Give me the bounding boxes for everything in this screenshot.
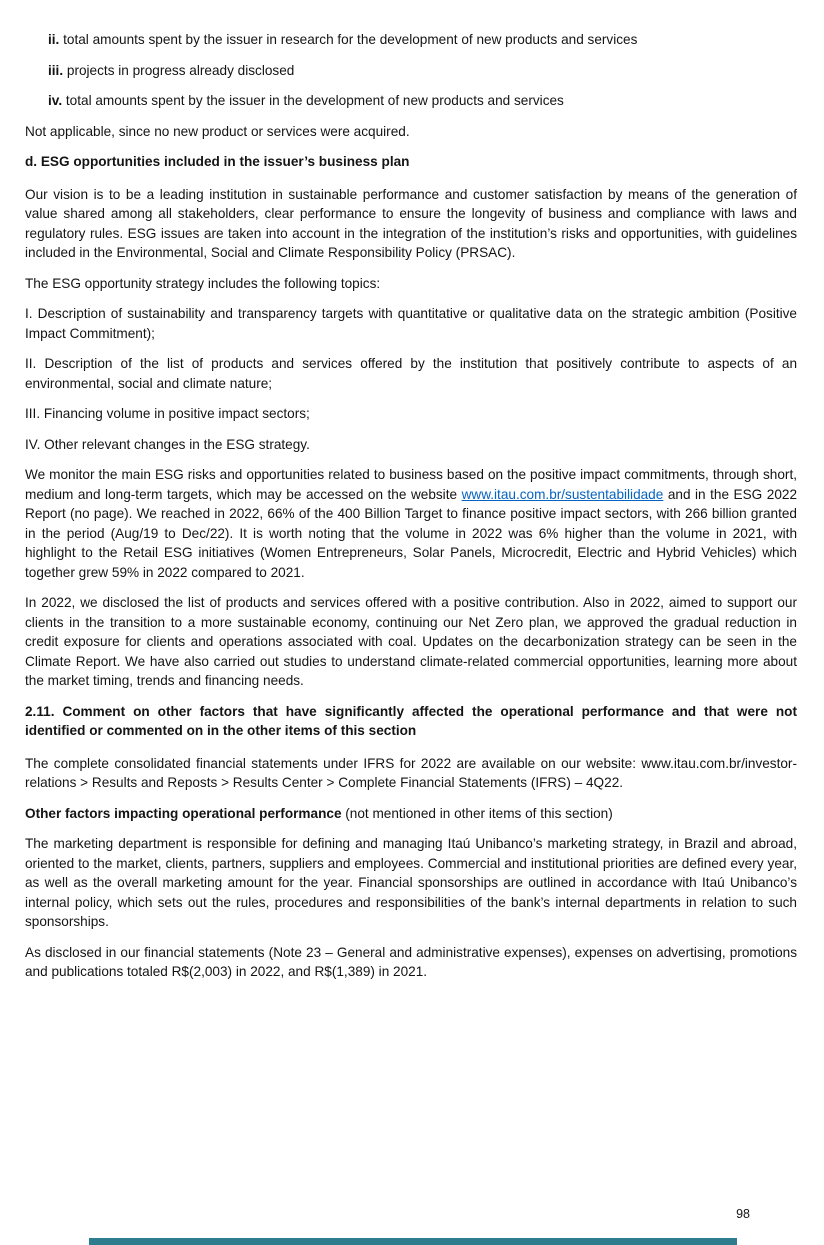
list-item-text: total amounts spent by the issuer in research for the development of new products and services <box>63 32 638 47</box>
paragraph-monitor-after: and in the ESG 2022 Report (no page). We reached in 2022, 66% of the 400 Billion Target to finance positive impact sectors, with 266 billion granted in the period (Aug/19 to Dec/22). It is worth noting that the volume in 2022 was 6% higher than the volume in 2021, with highlight to the Retail ESG initiatives (Women Entrepreneurs, Solar Panels, Microcredit, Electric and Hybrid Vehicles) which together grew 59% in 2022 compared to 2021. <box>25 486 797 580</box>
sustentabilidade-link[interactable]: www.itau.com.br/sustentabilidade <box>461 486 664 502</box>
paragraph-other-factors-title <box>25 804 797 824</box>
not-applicable-text: Not applicable, since no new product or services were acquired. <box>25 123 410 139</box>
topic-item-3: III. Financing volume in positive impact sectors; <box>25 406 310 421</box>
list-item-text: total amounts spent by the issuer in the development of new products and services <box>65 93 564 108</box>
list-item-text: projects in progress already disclosed <box>66 62 295 78</box>
paragraph-2022-disclosure: In 2022, we disclosed the list of products and services offered with a positive contribution. Also in 2022, aimed to support our clients in the transition to a more sustainable economy, continuing our Net Zero plan, we approved the gradual reduction in credit exposure for clients and operations associated with coal. Updates on the decarbonization strategy can be seen in the Climate Report. We have also carried out studies to understand climate-related commercial opportunities, learning more about the market timing, trends and financing needs. <box>25 595 797 688</box>
paragraph-vision: Our vision is to be a leading institution in sustainable performance and customer satisfaction by means of the generation of value shared among all stakeholders, clear performance to ensure the longevity of business and compliance with laws and regulatory rules. ESG issues are taken into account in the integration of the institution’s risks and opportunities, with guidelines included in the Environmental, Social and Climate Responsibility Policy (PRSAC). <box>25 186 797 260</box>
list-marker: iv. <box>48 93 63 108</box>
list-item-ii <box>48 30 797 50</box>
list-item-iii <box>48 61 797 81</box>
paragraph-marketing: The marketing department is responsible for defining and managing Itaú Unibanco’s marketing strategy, in Brazil and abroad, oriented to the market, clients, partners, suppliers and employees. Commercial and institutional priorities are defined every year, as well as the overall marketing amount for the year. Financial sponsorships are outlined in accordance with Itaú Unibanco’s internal policy, which sets out the rules, procedures and responsibilities of the bank’s internal departments in relation to such sponsorships. <box>25 836 797 929</box>
other-factors-rest: (not mentioned in other items of this section) <box>341 805 613 821</box>
paragraph-ifrs-statements: The complete consolidated financial statements under IFRS for 2022 are available on our website: www.itau.com.br/investor-relations > Results and Reposts > Results Center > Complete Financial Statements (IFRS) – 4Q22. <box>25 755 797 790</box>
paragraph-esg-intro: The ESG opportunity strategy includes the following topics: <box>25 275 381 291</box>
paragraph-monitor-before: We monitor the main ESG risks and opportunities related to business based on the positive impact commitments, through short, medium and long-term targets, which may be accessed on the website <box>25 467 797 502</box>
list-marker: ii. <box>48 32 60 47</box>
page-number: 98 <box>736 1207 750 1221</box>
other-factors-bold: Other factors impacting operational performance <box>25 805 342 821</box>
heading-esg-opportunities: d. ESG opportunities included in the issuer’s business plan <box>25 154 410 169</box>
topic-item-1: I. Description of sustainability and transparency targets with quantitative or qualitative data on the strategic ambition (Positive Impact Commitment); <box>25 306 797 341</box>
footer-bar <box>89 1238 737 1245</box>
heading-section-2-11: 2.11. Comment on other factors that have significantly affected the operational performance and that were not identified or commented on in the other items of this section <box>25 703 797 738</box>
topic-item-2: II. Description of the list of products and services offered by the institution that positively contribute to aspects of an environmental, social and climate nature; <box>25 356 797 391</box>
list-marker: iii. <box>48 62 64 78</box>
topic-item-4: IV. Other relevant changes in the ESG strategy. <box>25 436 310 452</box>
paragraph-monitor <box>25 465 797 582</box>
paragraph-expenses: As disclosed in our financial statements (Note 23 – General and administrative expenses), expenses on advertising, promotions and publications totaled R$(2,003) in 2022, and R$(1,389) in 2021. <box>25 944 797 979</box>
list-item-iv <box>48 91 797 111</box>
